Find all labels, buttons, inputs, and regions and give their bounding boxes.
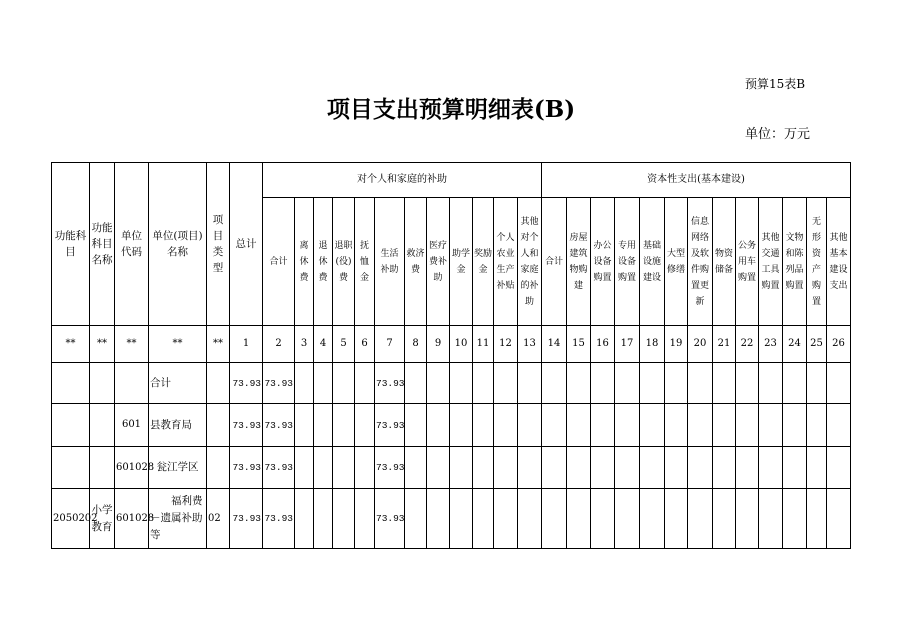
cell-value: 73.93 (230, 447, 263, 489)
cell-unit-code: 601028 (115, 489, 149, 549)
cell-value (450, 489, 473, 549)
column-index: 13 (518, 326, 542, 363)
column-header: 其他对个人和家庭的补助 (518, 198, 542, 326)
cell-value (736, 447, 759, 489)
cell-value (827, 447, 851, 489)
cell-value (591, 447, 615, 489)
column-header: 公务用车购置 (736, 198, 759, 326)
column-header: 办公设备购置 (591, 198, 615, 326)
cell-value (759, 363, 783, 404)
cell-value (405, 363, 427, 404)
header-unit-code: 单位代码 (115, 163, 149, 326)
cell-unit-name: 福利费－遗属补助等 (149, 489, 207, 549)
column-index: 10 (450, 326, 473, 363)
cell-value (355, 489, 375, 549)
cell-value (314, 489, 333, 549)
column-header: 房屋建筑物购建 (567, 198, 591, 326)
cell-value (473, 447, 494, 489)
cell-value (665, 404, 688, 447)
cell-value (688, 489, 713, 549)
cell-value (783, 447, 807, 489)
cell-value (333, 447, 355, 489)
column-index: 1 (230, 326, 263, 363)
cell-unit-code (115, 363, 149, 404)
cell-value (640, 489, 665, 549)
column-index: ** (115, 326, 149, 363)
column-header: 信息网络及软件购置更新 (688, 198, 713, 326)
cell-value (314, 363, 333, 404)
header-func-name: 功能科目名称 (90, 163, 115, 326)
cell-project-type (207, 363, 230, 404)
cell-value (736, 489, 759, 549)
cell-value (473, 489, 494, 549)
cell-value (295, 447, 314, 489)
column-index: 4 (314, 326, 333, 363)
cell-value (542, 363, 567, 404)
cell-value (736, 363, 759, 404)
cell-project-type (207, 447, 230, 489)
column-header: 合计 (542, 198, 567, 326)
cell-value (591, 404, 615, 447)
cell-func-name (90, 404, 115, 447)
cell-project-type (207, 404, 230, 447)
cell-value (450, 363, 473, 404)
cell-unit-code: 601 (115, 404, 149, 447)
column-index: 6 (355, 326, 375, 363)
cell-func-code (52, 447, 90, 489)
cell-value (827, 404, 851, 447)
cell-value (807, 404, 827, 447)
column-header: 专用设备购置 (615, 198, 640, 326)
column-index: 26 (827, 326, 851, 363)
unit-label: 单位：万元 (745, 127, 811, 142)
column-header: 救济费 (405, 198, 427, 326)
column-index: 24 (783, 326, 807, 363)
group-header-capital: 资本性支出(基本建设) (542, 163, 851, 198)
cell-value (518, 404, 542, 447)
column-index: ** (90, 326, 115, 363)
column-index: 9 (427, 326, 450, 363)
cell-func-name: 小学教育 (90, 489, 115, 549)
column-index-row (52, 326, 851, 363)
cell-value (494, 404, 518, 447)
cell-value (314, 447, 333, 489)
header-func-code: 功能科目 (52, 163, 90, 326)
table-row (52, 404, 851, 447)
cell-value (567, 447, 591, 489)
column-header: 物资储备 (713, 198, 736, 326)
cell-value (640, 447, 665, 489)
cell-value (591, 363, 615, 404)
cell-value (665, 447, 688, 489)
cell-value (713, 363, 736, 404)
cell-value: 73.93 (230, 404, 263, 447)
cell-value (759, 489, 783, 549)
cell-func-code: 2050202 (52, 489, 90, 549)
cell-value (736, 404, 759, 447)
cell-unit-name: 合计 (149, 363, 207, 404)
column-header: 生活补助 (375, 198, 405, 326)
cell-value (355, 363, 375, 404)
cell-value (355, 447, 375, 489)
cell-value (405, 447, 427, 489)
column-index: 14 (542, 326, 567, 363)
column-header: 基础设施建设 (640, 198, 665, 326)
header-project-type: 项目类型 (207, 163, 230, 326)
column-index: 25 (807, 326, 827, 363)
cell-value (295, 363, 314, 404)
cell-value (473, 363, 494, 404)
column-index: 17 (615, 326, 640, 363)
cell-value (759, 404, 783, 447)
column-index: 5 (333, 326, 355, 363)
column-header: 离休费 (295, 198, 314, 326)
column-index: 18 (640, 326, 665, 363)
column-index: ** (207, 326, 230, 363)
cell-value (405, 404, 427, 447)
column-index: 15 (567, 326, 591, 363)
form-code: 预算15表B (745, 77, 806, 91)
group-header-personal: 对个人和家庭的补助 (263, 163, 542, 198)
cell-value (567, 489, 591, 549)
column-header: 其他基本建设支出 (827, 198, 851, 326)
cell-func-code (52, 404, 90, 447)
cell-value (450, 447, 473, 489)
column-header: 助学金 (450, 198, 473, 326)
cell-value (450, 404, 473, 447)
cell-value (615, 404, 640, 447)
column-header: 其他交通工具购置 (759, 198, 783, 326)
column-header: 抚恤金 (355, 198, 375, 326)
column-header: 文物和陈列品购置 (783, 198, 807, 326)
document-title: 项目支出预算明细表(B) (326, 96, 576, 123)
cell-value: 73.93 (263, 489, 295, 549)
column-header: 个人农业生产补贴 (494, 198, 518, 326)
cell-value (427, 489, 450, 549)
cell-value (405, 489, 427, 549)
cell-value (494, 447, 518, 489)
column-header: 合计 (263, 198, 295, 326)
cell-value (688, 404, 713, 447)
column-index: ** (52, 326, 90, 363)
cell-value (615, 489, 640, 549)
cell-value (827, 489, 851, 549)
cell-value (665, 489, 688, 549)
cell-value (591, 489, 615, 549)
column-index: 12 (494, 326, 518, 363)
cell-value (473, 404, 494, 447)
column-header: 退职(役)费 (333, 198, 355, 326)
cell-value (713, 404, 736, 447)
cell-value: 73.93 (263, 363, 295, 404)
cell-value (494, 363, 518, 404)
column-header: 退休费 (314, 198, 333, 326)
column-index: 2 (263, 326, 295, 363)
cell-value (783, 363, 807, 404)
cell-value (807, 447, 827, 489)
cell-value (688, 363, 713, 404)
cell-value (542, 489, 567, 549)
header-row-groups (52, 163, 851, 198)
cell-func-code (52, 363, 90, 404)
column-index: ** (149, 326, 207, 363)
cell-value (333, 489, 355, 549)
cell-value (567, 404, 591, 447)
budget-table (51, 162, 851, 549)
cell-value: 73.93 (375, 404, 405, 447)
cell-value: 73.93 (375, 489, 405, 549)
cell-value (783, 489, 807, 549)
column-index: 16 (591, 326, 615, 363)
cell-value (713, 489, 736, 549)
cell-value (567, 363, 591, 404)
cell-value (427, 363, 450, 404)
table-row (52, 447, 851, 489)
cell-value: 73.93 (375, 447, 405, 489)
header-total: 总计 (230, 163, 263, 326)
cell-value (427, 447, 450, 489)
cell-value (355, 404, 375, 447)
column-header: 医疗费补助 (427, 198, 450, 326)
cell-unit-name: 瓮江学区 (149, 447, 207, 489)
cell-value (807, 363, 827, 404)
cell-value (615, 363, 640, 404)
cell-value (542, 447, 567, 489)
column-header: 奖励金 (473, 198, 494, 326)
cell-project-type: 02 (207, 489, 230, 549)
header-unit-name: 单位(项目)名称 (149, 163, 207, 326)
cell-func-name (90, 447, 115, 489)
column-index: 20 (688, 326, 713, 363)
cell-value (759, 447, 783, 489)
column-index: 23 (759, 326, 783, 363)
cell-value: 73.93 (230, 489, 263, 549)
cell-value (295, 404, 314, 447)
column-header: 无形资产购置 (807, 198, 827, 326)
cell-unit-code: 601028 (115, 447, 149, 489)
column-index: 21 (713, 326, 736, 363)
cell-value (494, 489, 518, 549)
cell-value (518, 489, 542, 549)
column-index: 19 (665, 326, 688, 363)
cell-value (640, 363, 665, 404)
cell-value (783, 404, 807, 447)
cell-value (827, 363, 851, 404)
column-header: 大型修缮 (665, 198, 688, 326)
cell-func-name (90, 363, 115, 404)
cell-value (688, 447, 713, 489)
cell-value: 73.93 (263, 404, 295, 447)
cell-value (665, 363, 688, 404)
column-index: 22 (736, 326, 759, 363)
cell-value (333, 404, 355, 447)
cell-value (518, 363, 542, 404)
table-row (52, 489, 851, 549)
cell-value (314, 404, 333, 447)
column-index: 8 (405, 326, 427, 363)
table-row (52, 363, 851, 404)
cell-value: 73.93 (263, 447, 295, 489)
cell-value (713, 447, 736, 489)
cell-unit-name: 县教育局 (149, 404, 207, 447)
cell-value (807, 489, 827, 549)
column-index: 11 (473, 326, 494, 363)
cell-value: 73.93 (375, 363, 405, 404)
column-index: 3 (295, 326, 314, 363)
cell-value (640, 404, 665, 447)
column-index: 7 (375, 326, 405, 363)
cell-value (518, 447, 542, 489)
cell-value (615, 447, 640, 489)
cell-value (333, 363, 355, 404)
cell-value (427, 404, 450, 447)
cell-value (295, 489, 314, 549)
cell-value: 73.93 (230, 363, 263, 404)
cell-value (542, 404, 567, 447)
